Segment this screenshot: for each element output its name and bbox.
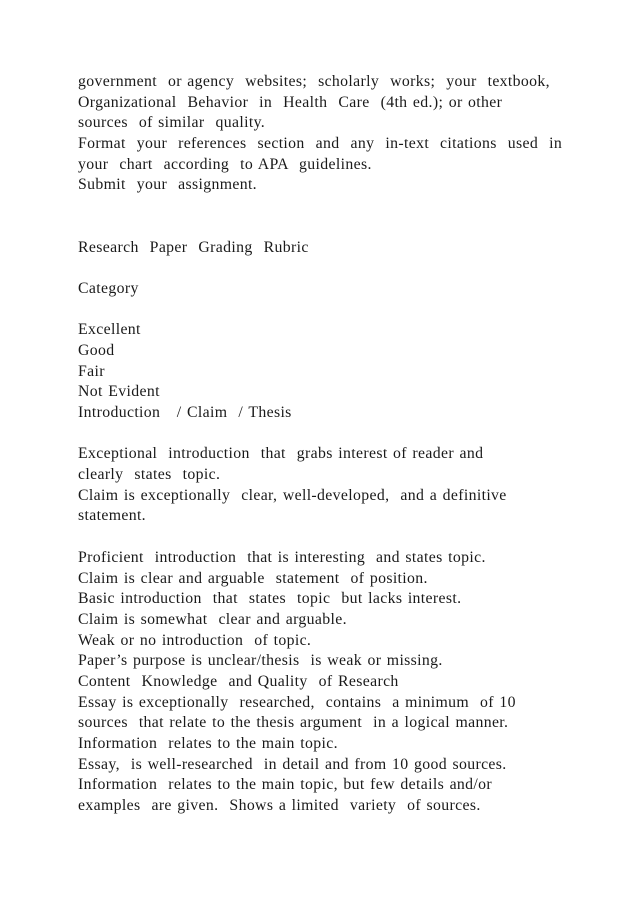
document-body <box>78 72 578 817</box>
text-line: Claim is clear and arguable statement of position. <box>78 569 428 587</box>
rubric-title: Research Paper Grading Rubric <box>78 238 309 256</box>
text-line: Information relates to the main topic, but few details and/or <box>78 776 493 794</box>
paragraph-spacer <box>78 527 578 548</box>
rubric-level-excellent: Excellent <box>78 321 141 339</box>
rubric-criterion-introduction: Introduction / Claim / Thesis <box>78 404 292 422</box>
text-line: statement. <box>78 507 146 525</box>
text-line: sources of similar quality. <box>78 114 266 132</box>
text-line: Information relates to the main topic. <box>78 735 338 753</box>
text-line: Claim is exceptionally clear, well-developed, and a definitive <box>78 486 507 504</box>
paragraph-spacer <box>78 196 578 237</box>
text-line: Paper’s purpose is unclear/thesis is weak or missing. <box>78 652 443 670</box>
rubric-criterion-content-knowledge: Content Knowledge and Quality of Research <box>78 672 399 690</box>
text-line: Weak or no introduction of topic. <box>78 631 312 649</box>
text-line: Submit your assignment. <box>78 176 257 194</box>
rubric-level-not-evident: Not Evident <box>78 383 160 401</box>
text-line: Exceptional introduction that grabs interest of reader and <box>78 445 484 463</box>
paragraph-spacer <box>78 424 578 445</box>
text-line: Essay, is well-researched in detail and from 10 good sources. <box>78 755 507 773</box>
text-line: your chart according to APA guidelines. <box>78 155 372 173</box>
text-line: Proficient introduction that is interesting and states topic. <box>78 548 486 566</box>
text-line: Claim is somewhat clear and arguable. <box>78 610 347 628</box>
text-line: government or agency websites; scholarly works; your textbook, <box>78 73 550 90</box>
text-line: examples are given. Shows a limited variety of sources. <box>78 797 481 815</box>
text-line: Organizational Behavior in Health Care (4th ed.); or other <box>78 93 503 111</box>
paragraph-spacer <box>78 258 578 279</box>
text-line: clearly states topic. <box>78 466 221 484</box>
rubric-level-fair: Fair <box>78 362 105 380</box>
text-line: Essay is exceptionally researched, contains a minimum of 10 <box>78 693 516 711</box>
rubric-category-heading: Category <box>78 279 139 297</box>
rubric-level-good: Good <box>78 341 115 359</box>
text-line: Basic introduction that states topic but lacks interest. <box>78 590 462 608</box>
text-line: Format your references section and any in-text citations used in <box>78 135 563 153</box>
text-line: sources that relate to the thesis argument in a logical manner. <box>78 714 509 732</box>
paragraph-spacer <box>78 300 578 321</box>
